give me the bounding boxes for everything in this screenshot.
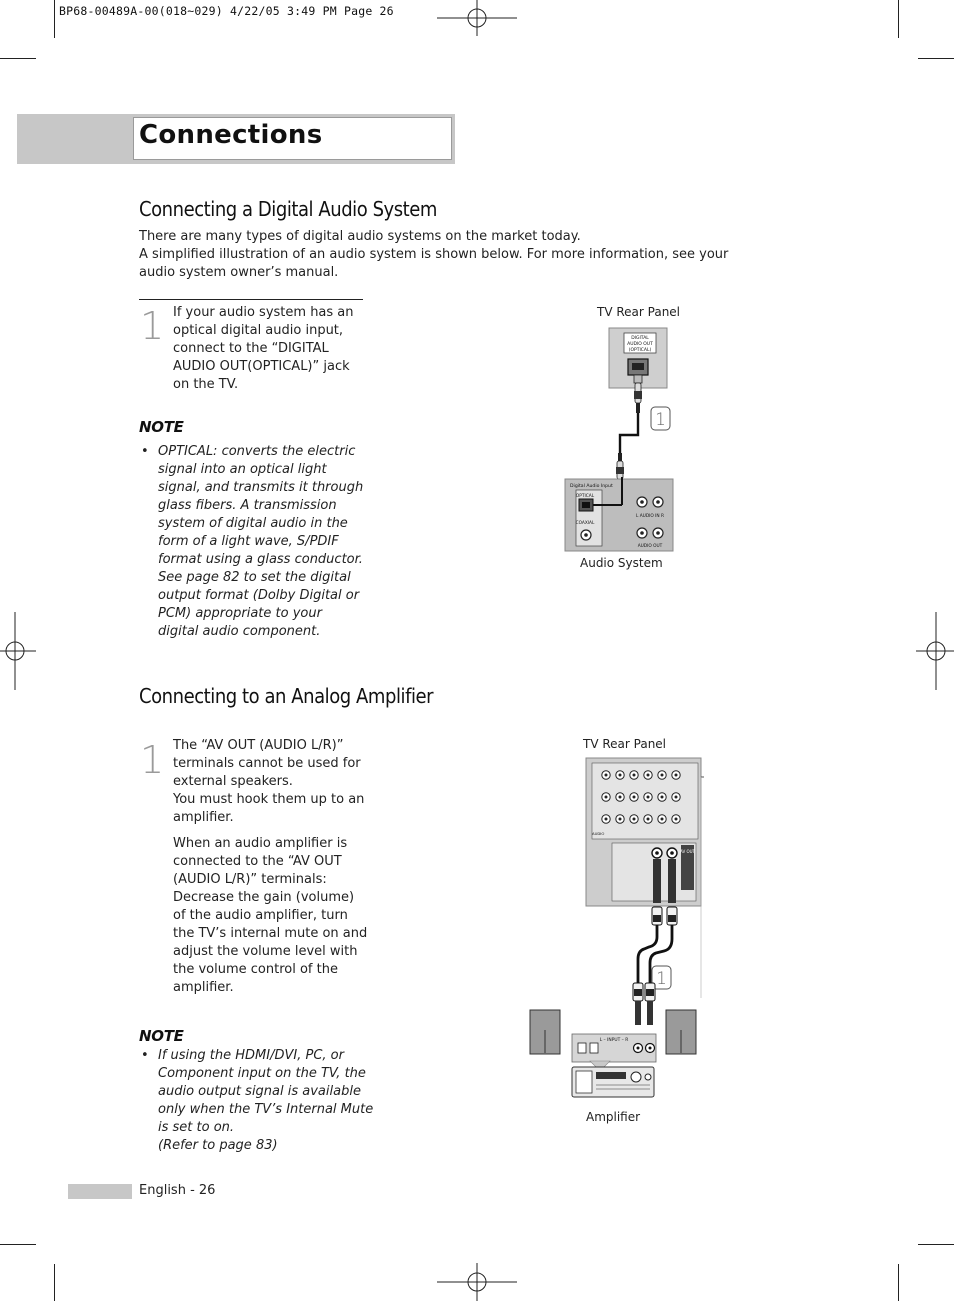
amplifier-caption: Amplifier — [586, 1110, 641, 1124]
step-line: terminals cannot be used for — [173, 756, 361, 771]
crop-mark — [0, 58, 36, 59]
page-number: English - 26 — [139, 1183, 216, 1198]
tv-jack-label: AUDIO OUT — [627, 342, 653, 347]
note-line: only when the TV’s Internal Mute — [158, 1102, 374, 1117]
note-list — [139, 1047, 373, 1155]
crop-mark — [54, 1264, 55, 1301]
tv-jack-pin — [647, 774, 650, 777]
page-title: Connections — [139, 120, 323, 150]
crop-mark — [918, 1244, 954, 1245]
tv-jack-pin — [675, 818, 678, 821]
digital-audio-diagram — [560, 325, 700, 555]
tv-jack-pin — [647, 818, 650, 821]
step-text — [173, 737, 367, 997]
step-line: on the TV. — [173, 377, 239, 392]
tv-jack-pin — [619, 818, 622, 821]
note-line: • If using the HDMI/DVI, PC, or — [158, 1048, 344, 1063]
note-title: NOTE — [139, 418, 184, 436]
footer-bar — [68, 1184, 132, 1199]
note-line: format using a glass conductor. — [158, 552, 363, 567]
note-line: See page 82 to set the digital — [158, 570, 351, 585]
system-header: Digital Audio Input — [570, 484, 613, 489]
tv-jack-pin — [605, 796, 608, 799]
audio-label: AUDIO — [592, 831, 605, 836]
note-line: is set to on. — [158, 1120, 235, 1135]
step-line: connect to the “DIGITAL — [173, 341, 329, 356]
step-line: external speakers. — [173, 774, 293, 789]
registration-mark-left — [0, 612, 36, 690]
step-line: the volume control of the — [173, 962, 338, 977]
crop-mark — [918, 58, 954, 59]
tv-rear-panel-caption: TV Rear Panel — [597, 305, 681, 319]
optical-cable — [620, 413, 638, 455]
crop-mark — [0, 1244, 36, 1245]
note-line: digital audio component. — [158, 624, 321, 639]
step-line: connected to the “AV OUT — [173, 854, 342, 869]
note-line: Component input on the TV, the — [158, 1066, 366, 1081]
step-line: The “AV OUT (AUDIO L/R)” — [173, 738, 344, 753]
step-text — [173, 304, 354, 394]
step-line: of the audio amplifier, turn — [173, 908, 348, 923]
registration-mark-right — [916, 612, 954, 690]
registration-mark-top — [437, 0, 517, 36]
note-line: audio output signal is available — [158, 1084, 361, 1099]
note-list — [139, 443, 363, 641]
note-item — [139, 1047, 373, 1155]
tv-jack-pin — [619, 774, 622, 777]
step-line: amplifier. — [173, 980, 234, 995]
note-title: NOTE — [139, 1027, 184, 1045]
step-number: 1 — [140, 304, 165, 348]
registration-mark-bottom — [437, 1263, 517, 1301]
tv-jack-pin — [605, 774, 608, 777]
crop-mark — [898, 0, 899, 38]
step-line: Decrease the gain (volume) — [173, 890, 355, 905]
system-coaxial-label: COAXIAL — [575, 521, 595, 526]
note-line: system of digital audio in the — [158, 516, 348, 531]
print-header: BP68-00489A-00(018~029) 4/22/05 3:49 PM Page 26 — [59, 4, 394, 18]
step-line: If your audio system has an — [173, 305, 354, 320]
step-line: AUDIO OUT(OPTICAL)” jack — [173, 359, 350, 374]
step-line: You must hook them up to an — [173, 792, 365, 807]
tv-rear-panel-caption: TV Rear Panel — [583, 737, 667, 751]
tv-jack-pin — [675, 774, 678, 777]
audio-system-caption: Audio System — [580, 556, 663, 570]
note-line: (Refer to page 83) — [158, 1138, 278, 1153]
tv-jack-pin — [633, 774, 636, 777]
step-rule — [139, 299, 363, 300]
tv-jack-pin — [661, 774, 664, 777]
section-title-analog: Connecting to an Analog Amplifier — [139, 684, 434, 708]
tv-jack-pin — [619, 796, 622, 799]
step-line: When an audio amplifier is — [173, 836, 348, 851]
tv-jack-pin — [661, 796, 664, 799]
section-intro — [139, 228, 739, 282]
step-line: the TV’s internal mute on and — [173, 926, 368, 941]
tv-jack-pin — [661, 818, 664, 821]
note-line: output format (Dolby Digital or — [158, 588, 360, 603]
note-line: PCM) appropriate to your — [158, 606, 322, 621]
crop-mark — [54, 0, 55, 38]
system-optical-label: OPTICAL — [575, 494, 595, 499]
system-audio-out-label: AUDIO OUT — [637, 544, 663, 549]
crop-mark — [898, 1264, 899, 1301]
tv-jack-label: (OPTICAL) — [628, 348, 652, 353]
step-line: (AUDIO L/R)” terminals: — [173, 872, 327, 887]
tv-jack-pin — [675, 796, 678, 799]
av-out-label: AV OUT — [679, 849, 696, 854]
callout-number: 1 — [655, 410, 666, 430]
note-line: form of a light wave, S/PDIF — [158, 534, 339, 549]
callout-number: 1 — [656, 969, 667, 989]
step-line: adjust the volume level with — [173, 944, 358, 959]
amp-input-label: L – INPUT – R — [599, 1038, 629, 1043]
step-number: 1 — [140, 738, 165, 782]
tv-jack-label: DIGITAL — [631, 336, 649, 341]
note-line: • OPTICAL: converts the electric — [158, 444, 356, 459]
intro-line: A simplified illustration of an audio system is shown below. For more information, see your audio system owner’s manual. — [139, 247, 729, 280]
tv-jack-pin — [647, 796, 650, 799]
note-item — [139, 443, 363, 641]
system-audio-in-label: L AUDIO IN R — [635, 514, 665, 519]
note-line: glass fibers. A transmission — [158, 498, 337, 513]
tv-jack-pin — [633, 818, 636, 821]
note-line: signal into an optical light — [158, 462, 327, 477]
step-line: amplifier. — [173, 810, 234, 825]
section-title-digital: Connecting a Digital Audio System — [139, 197, 437, 221]
intro-line: There are many types of digital audio systems on the market today. — [139, 229, 581, 244]
tv-jack-pin — [633, 796, 636, 799]
note-line: signal, and transmits it through — [158, 480, 364, 495]
tv-jack-pin — [605, 818, 608, 821]
step-line: optical digital audio input, — [173, 323, 344, 338]
analog-amplifier-diagram — [526, 755, 706, 1105]
